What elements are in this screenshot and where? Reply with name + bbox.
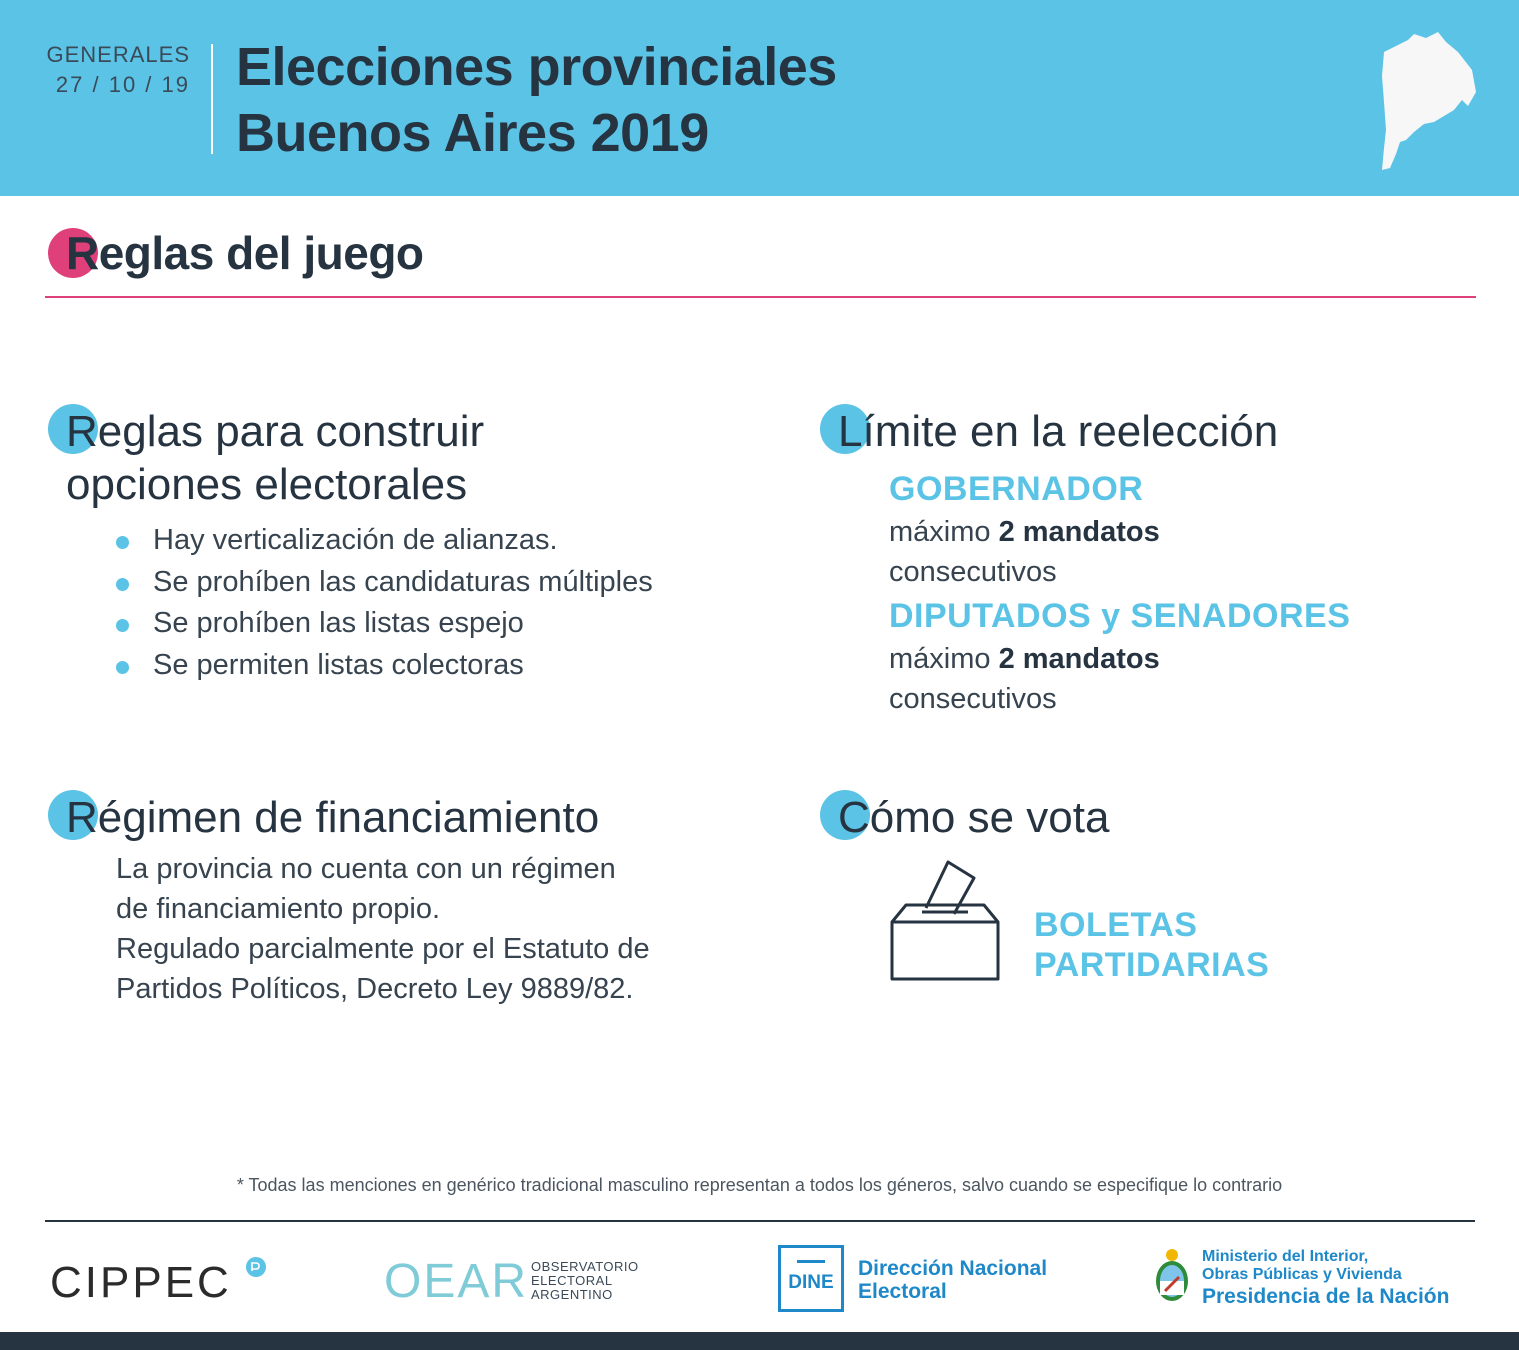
dine-logo-word: DINE <box>788 1272 834 1293</box>
bullet-dot <box>116 536 129 549</box>
bottom-bar <box>0 1332 1519 1350</box>
dine-logo <box>778 1245 844 1312</box>
financing-line-1: La provincia no cuenta con un régimen <box>116 853 616 885</box>
footer-divider <box>45 1220 1475 1222</box>
footnote: * Todas las menciones en genérico tradicional masculino representan a todos los géneros, salvo cuando se especifique lo contrario <box>236 1175 1283 1195</box>
bullet-dot <box>116 661 129 674</box>
list-item <box>116 562 653 604</box>
dine-logo-bar <box>797 1260 825 1263</box>
rules-list <box>116 520 653 686</box>
financing-heading: Régimen de financiamiento <box>66 793 600 842</box>
rules-heading <box>66 405 484 511</box>
legislators-limit <box>889 639 1160 679</box>
ministry-line-2: Obras Públicas y Vivienda <box>1202 1266 1402 1283</box>
header-divider <box>211 44 213 154</box>
dine-name <box>858 1257 1047 1303</box>
list-item-text: Se permiten listas colectoras <box>153 648 524 681</box>
title-line-1: Elecciones provinciales <box>236 37 837 97</box>
cippec-logo: CIPPEC <box>50 1258 232 1307</box>
dine-line-1: Dirección Nacional <box>858 1257 1048 1280</box>
financing-line-4: Partidos Políticos, Decreto Ley 9889/82. <box>116 973 634 1005</box>
cippec-badge-icon <box>246 1257 266 1277</box>
ballot-type-line-2: PARTIDARIAS <box>1034 946 1270 984</box>
buenos-aires-province-map-icon <box>1378 30 1478 172</box>
governor-limit-suffix: consecutivos <box>889 556 1057 588</box>
ballot-type-line-1: BOLETAS <box>1034 906 1198 944</box>
oear-line-2: ELECTORAL <box>531 1273 613 1288</box>
rules-heading-line-2: opciones electorales <box>66 460 468 509</box>
national-crest-icon <box>1153 1247 1191 1305</box>
financing-line-2: de financiamiento propio. <box>116 893 441 925</box>
list-item-text: Se prohíben las candidaturas múltiples <box>153 565 653 598</box>
governor-label: GOBERNADOR <box>889 470 1144 508</box>
list-item-text: Se prohíben las listas espejo <box>153 607 524 639</box>
governor-limit-bold: 2 mandatos <box>998 516 1160 548</box>
oear-logo-text <box>531 1260 639 1302</box>
oear-line-3: ARGENTINO <box>531 1287 613 1302</box>
ballot-type <box>1034 905 1269 985</box>
legislators-label: DIPUTADOS y SENADORES <box>889 597 1351 635</box>
oear-logo-mark: OEAR <box>384 1255 529 1308</box>
bullet-dot <box>116 578 129 591</box>
rules-heading-line-1: Reglas para construir <box>66 407 485 456</box>
ministry-line-1: Ministerio del Interior, <box>1202 1248 1369 1265</box>
date-label: GENERALES <box>46 42 190 67</box>
legislators-limit-suffix: consecutivos <box>889 683 1057 715</box>
election-date <box>40 40 190 100</box>
voting-heading: Cómo se vota <box>838 793 1110 842</box>
dine-line-2: Electoral <box>858 1280 947 1303</box>
financing-text <box>116 849 650 1009</box>
ballot-box-icon <box>888 858 1004 984</box>
ministry-name <box>1202 1248 1449 1310</box>
financing-line-3: Regulado parcialmente por el Estatuto de <box>116 933 650 965</box>
reelection-heading: Límite en la reelección <box>838 407 1279 456</box>
list-item <box>116 645 653 687</box>
bullet-dot <box>116 619 129 632</box>
governor-limit-prefix: máximo <box>889 516 991 548</box>
section-divider <box>45 296 1476 298</box>
list-item-text: Hay verticalización de alianzas. <box>153 524 558 556</box>
ministry-line-3: Presidencia de la Nación <box>1202 1285 1450 1308</box>
legislators-limit-prefix: máximo <box>889 643 991 675</box>
date-value: 27 / 10 / 19 <box>55 72 190 97</box>
oear-line-1: OBSERVATORIO <box>531 1259 639 1274</box>
page-title <box>236 34 837 166</box>
list-item <box>116 603 653 645</box>
section-title: Reglas del juego <box>66 227 424 279</box>
header-banner <box>0 0 1519 196</box>
list-item <box>116 520 653 562</box>
title-line-2: Buenos Aires 2019 <box>236 103 709 163</box>
governor-limit <box>889 512 1160 552</box>
legislators-limit-bold: 2 mandatos <box>998 643 1160 675</box>
